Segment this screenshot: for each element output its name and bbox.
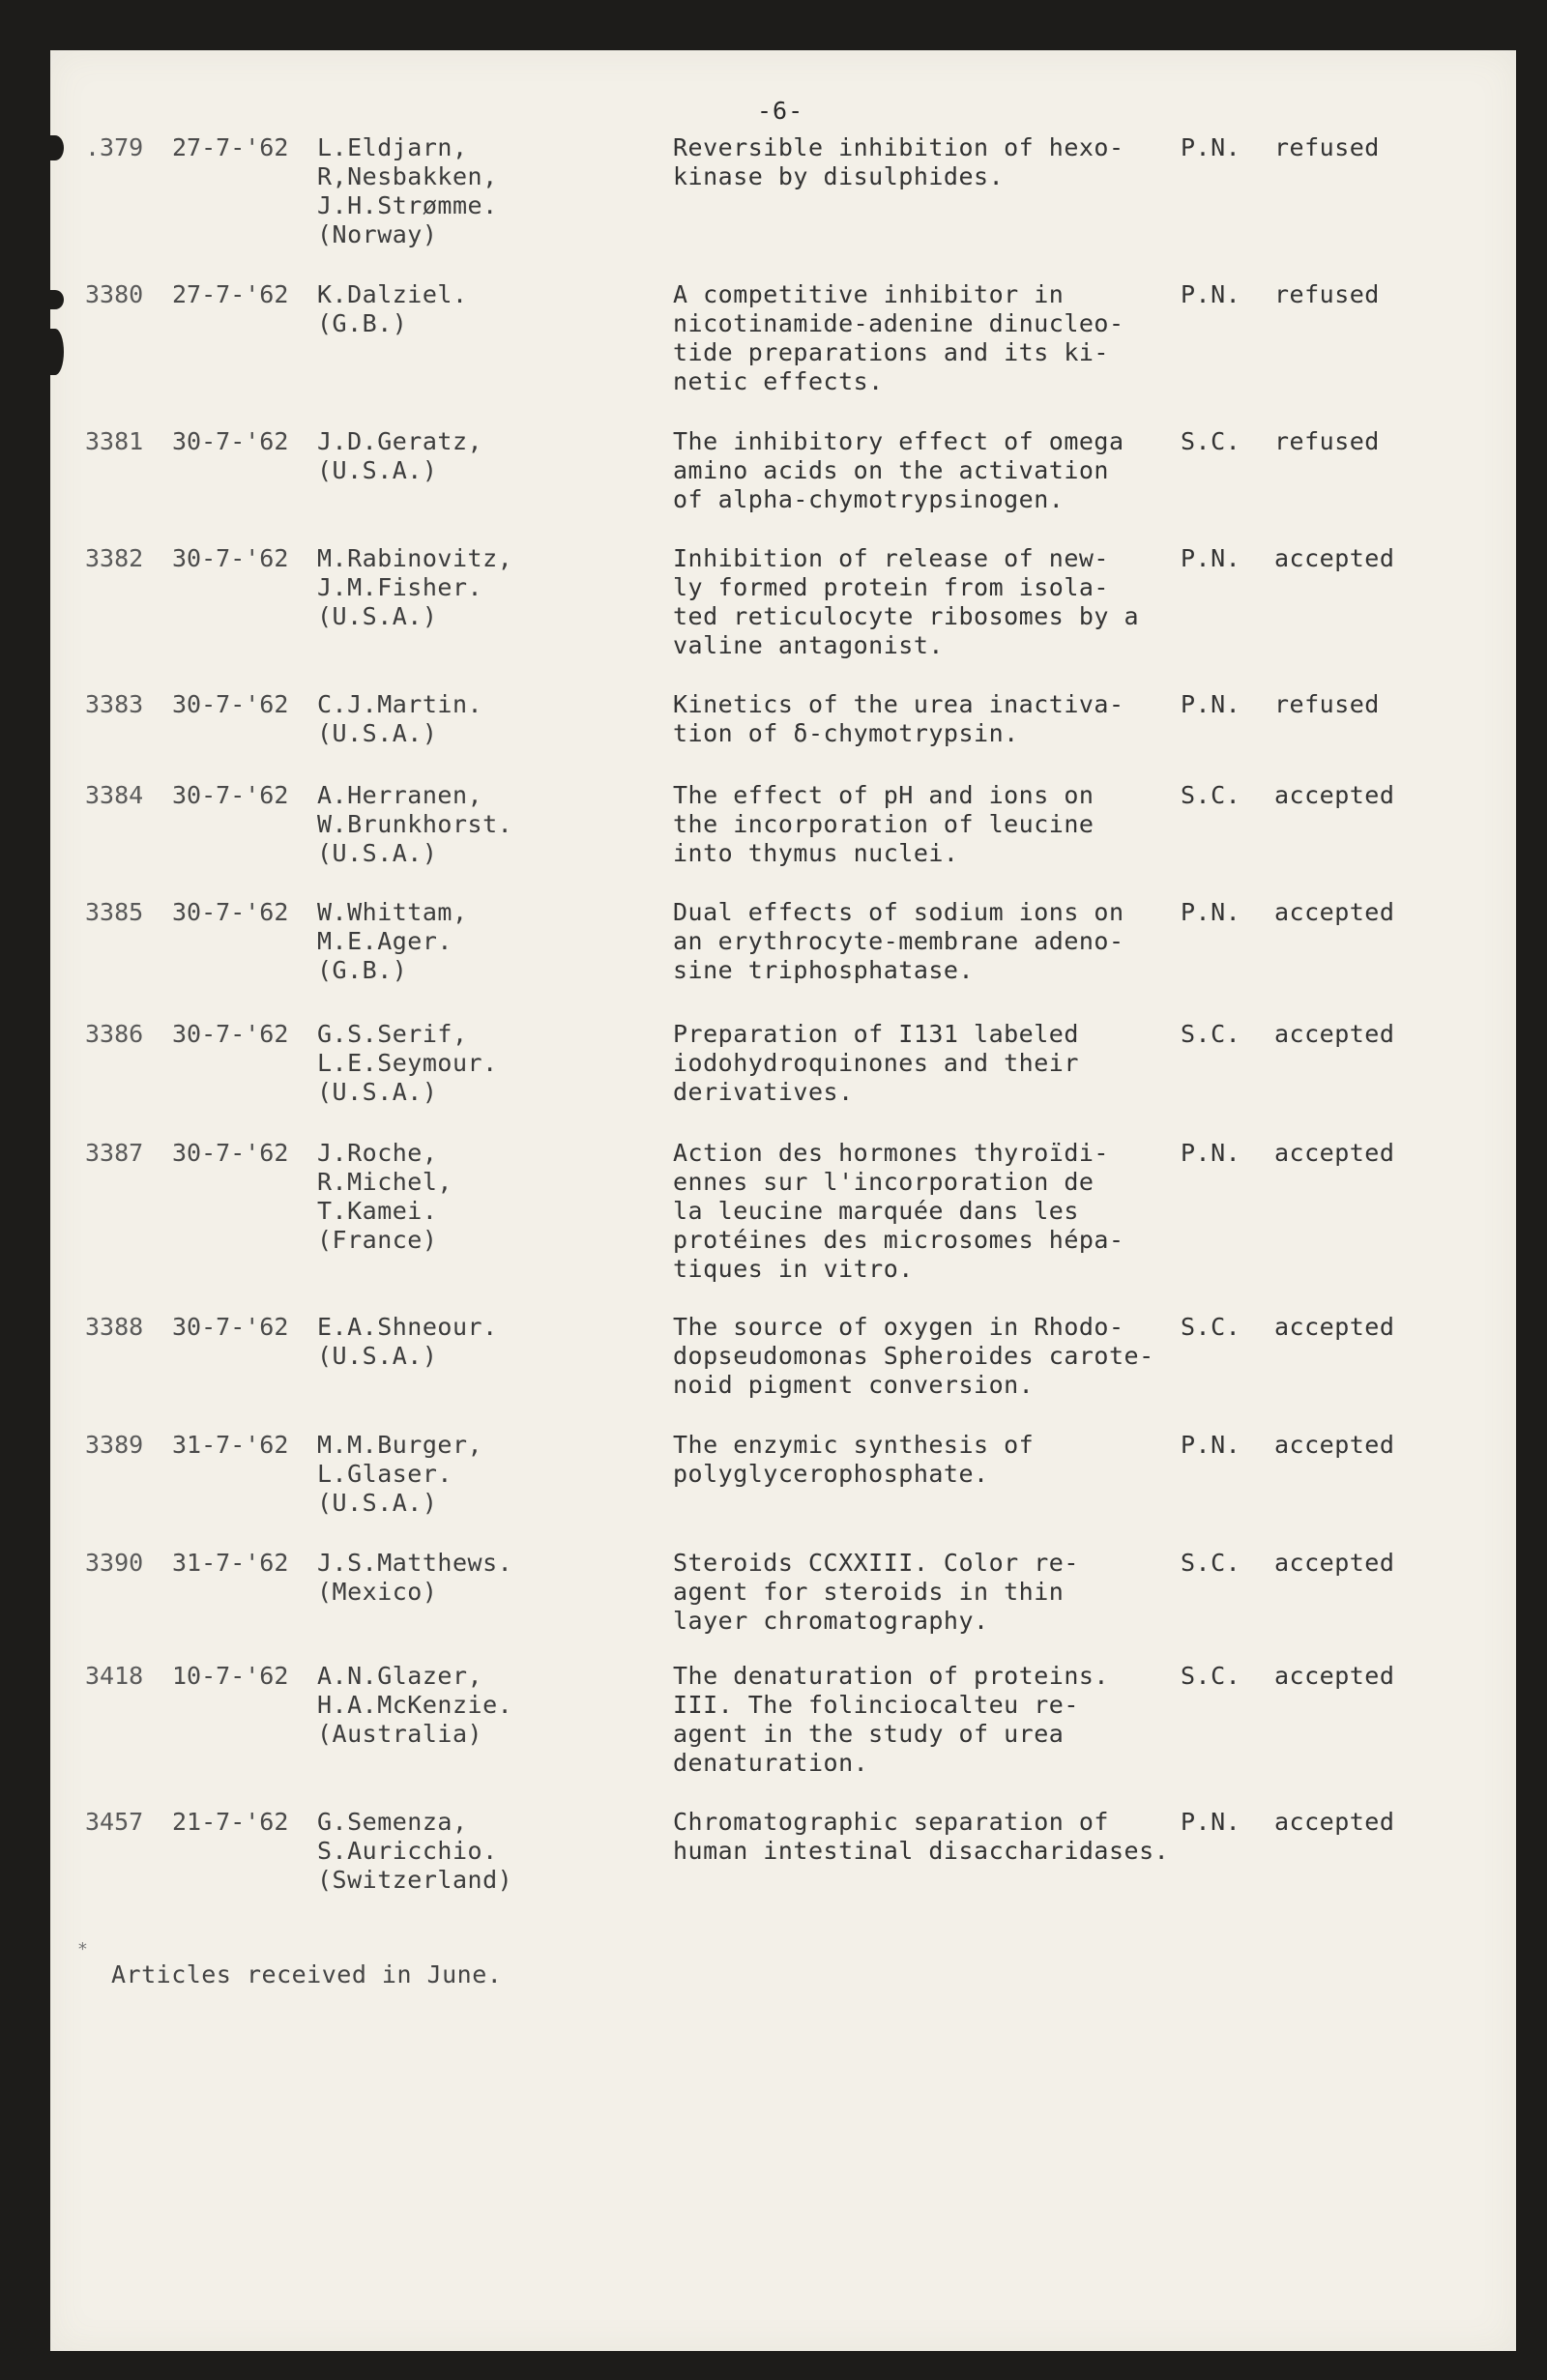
author-line: (U.S.A.) [317, 1078, 438, 1106]
title-line: the incorporation of leucine [673, 810, 1095, 838]
author-line: A.Herranen, [317, 781, 483, 809]
author-line: G.Semenza, [317, 1808, 468, 1836]
title-line: noid pigment conversion. [673, 1371, 1035, 1399]
author-line: (U.S.A.) [317, 719, 438, 747]
entry-status: accepted [1274, 1139, 1395, 1167]
entry-journal: P.N. [1181, 280, 1241, 308]
author-line: J.S.Matthews. [317, 1549, 513, 1577]
entry-authors [317, 898, 468, 985]
entry-date: 31-7-'62 [172, 1549, 289, 1577]
page-number: -6- [757, 97, 804, 125]
entry-status: accepted [1274, 1020, 1395, 1048]
author-line: L.Eldjarn, [317, 133, 468, 161]
entry-authors [317, 1662, 512, 1749]
entry-title [673, 1020, 1079, 1107]
entry-status: accepted [1274, 1662, 1395, 1690]
author-line: (U.S.A.) [317, 602, 438, 630]
title-line: amino acids on the activation [673, 456, 1109, 484]
paper-tear [46, 329, 64, 375]
entry-title [673, 1313, 1154, 1400]
entry-authors [317, 1313, 498, 1371]
author-line: (Mexico) [317, 1578, 438, 1606]
entry-number: .379 [85, 133, 144, 161]
author-line: (U.S.A.) [317, 839, 438, 867]
title-line: denaturation. [673, 1749, 869, 1777]
author-line: (U.S.A.) [317, 456, 438, 484]
entry-journal: P.N. [1181, 1431, 1241, 1459]
title-line: A competitive inhibitor in [673, 280, 1065, 308]
entry-date: 30-7-'62 [172, 1020, 289, 1048]
author-line: (Norway) [317, 220, 438, 248]
entry-journal: S.C. [1181, 781, 1241, 809]
entry-journal: S.C. [1181, 1313, 1241, 1341]
entry-journal: P.N. [1181, 1139, 1241, 1167]
author-line: J.H.Strømme. [317, 191, 498, 219]
title-line: la leucine marquée dans les [673, 1197, 1079, 1225]
entry-number: 3418 [85, 1662, 144, 1690]
title-line: dopseudomonas Spheroides carote- [673, 1342, 1154, 1370]
author-line: (U.S.A.) [317, 1342, 438, 1370]
author-line: T.Kamei. [317, 1197, 438, 1225]
title-line: into thymus nuclei. [673, 839, 959, 867]
entry-number: 3384 [85, 781, 144, 809]
author-line: (Switzerland) [317, 1866, 513, 1894]
entry-authors [317, 1431, 482, 1518]
entry-number: 3383 [85, 690, 144, 718]
entry-authors [317, 1549, 512, 1607]
entry-title [673, 1808, 1169, 1866]
entry-date: 27-7-'62 [172, 280, 289, 308]
entry-journal: P.N. [1181, 544, 1241, 572]
title-line: layer chromatography. [673, 1607, 989, 1635]
title-line: III. The folinciocalteu re- [673, 1691, 1079, 1719]
entry-date: 21-7-'62 [172, 1808, 289, 1836]
entry-number: 3381 [85, 427, 144, 455]
title-line: The denaturation of proteins. [673, 1662, 1109, 1690]
entry-number: 3457 [85, 1808, 144, 1836]
paper-tear [46, 135, 64, 160]
paper-tear [46, 290, 64, 309]
title-line: Dual effects of sodium ions on [673, 898, 1124, 926]
author-line: M.M.Burger, [317, 1431, 483, 1459]
title-line: The enzymic synthesis of [673, 1431, 1035, 1459]
author-line: (G.B.) [317, 956, 408, 984]
author-line: S.Auricchio. [317, 1837, 498, 1865]
title-line: agent for steroids in thin [673, 1578, 1065, 1606]
title-line: Inhibition of release of new- [673, 544, 1109, 572]
author-line: R,Nesbakken, [317, 162, 498, 190]
entry-number: 3386 [85, 1020, 144, 1048]
title-line: valine antagonist. [673, 631, 944, 659]
entry-journal: P.N. [1181, 1808, 1241, 1836]
entry-authors [317, 280, 468, 338]
entry-date: 30-7-'62 [172, 898, 289, 926]
entry-date: 27-7-'62 [172, 133, 289, 161]
entry-authors [317, 1808, 512, 1895]
entry-date: 30-7-'62 [172, 1139, 289, 1167]
title-line: The inhibitory effect of omega [673, 427, 1124, 455]
entry-number: 3382 [85, 544, 144, 572]
title-line: Kinetics of the urea inactiva- [673, 690, 1124, 718]
entry-title [673, 427, 1124, 514]
title-line: Action des hormones thyroïdi- [673, 1139, 1109, 1167]
title-line: tion of δ-chymotrypsin. [673, 719, 1019, 747]
entry-authors [317, 1020, 498, 1107]
entry-date: 30-7-'62 [172, 544, 289, 572]
title-line: agent in the study of urea [673, 1720, 1065, 1748]
footnote-text: Articles received in June. [111, 1960, 503, 1988]
title-line: polyglycerophosphate. [673, 1460, 989, 1488]
entry-journal: P.N. [1181, 133, 1241, 161]
entry-date: 31-7-'62 [172, 1431, 289, 1459]
entry-status: refused [1274, 133, 1380, 161]
entry-journal: S.C. [1181, 427, 1241, 455]
entry-title [673, 544, 1139, 660]
entry-title [673, 1431, 1034, 1489]
entry-date: 30-7-'62 [172, 690, 289, 718]
title-line: The effect of pH and ions on [673, 781, 1095, 809]
title-line: human intestinal disaccharidases. [673, 1837, 1170, 1865]
entry-status: accepted [1274, 781, 1395, 809]
title-line: ly formed protein from isola- [673, 573, 1109, 601]
entry-title [673, 133, 1124, 191]
entry-status: accepted [1274, 1808, 1395, 1836]
entry-authors [317, 544, 512, 631]
entry-authors [317, 427, 482, 485]
entry-title [673, 280, 1124, 396]
entry-status: accepted [1274, 1549, 1395, 1577]
entry-date: 30-7-'62 [172, 427, 289, 455]
entry-journal: S.C. [1181, 1549, 1241, 1577]
entry-journal: P.N. [1181, 898, 1241, 926]
author-line: G.S.Serif, [317, 1020, 468, 1048]
author-line: J.M.Fisher. [317, 573, 483, 601]
title-line: sine triphosphatase. [673, 956, 975, 984]
entry-journal: P.N. [1181, 690, 1241, 718]
entry-date: 10-7-'62 [172, 1662, 289, 1690]
entry-authors [317, 781, 512, 868]
entry-number: 3385 [85, 898, 144, 926]
author-line: R.Michel, [317, 1168, 452, 1196]
title-line: ted reticulocyte ribosomes by a [673, 602, 1140, 630]
entry-status: refused [1274, 280, 1380, 308]
author-line: A.N.Glazer, [317, 1662, 483, 1690]
entry-status: accepted [1274, 544, 1395, 572]
author-line: L.E.Seymour. [317, 1049, 498, 1077]
author-line: K.Dalziel. [317, 280, 468, 308]
title-line: ennes sur l'incorporation de [673, 1168, 1095, 1196]
author-line: J.D.Geratz, [317, 427, 483, 455]
footnote-marker: * [77, 1939, 89, 1959]
author-line: W.Whittam, [317, 898, 468, 926]
entry-title [673, 690, 1124, 748]
entry-number: 3388 [85, 1313, 144, 1341]
entry-number: 3390 [85, 1549, 144, 1577]
entry-number: 3389 [85, 1431, 144, 1459]
author-line: M.E.Ager. [317, 927, 452, 955]
title-line: netic effects. [673, 367, 884, 395]
title-line: protéines des microsomes hépa- [673, 1226, 1124, 1254]
entry-status: refused [1274, 427, 1380, 455]
entry-title [673, 898, 1124, 985]
author-line: (Australia) [317, 1720, 483, 1748]
title-line: Chromatographic separation of [673, 1808, 1109, 1836]
entry-title [673, 781, 1094, 868]
title-line: an erythrocyte-membrane adeno- [673, 927, 1124, 955]
entry-status: accepted [1274, 1431, 1395, 1459]
title-line: of alpha-chymotrypsinogen. [673, 485, 1065, 513]
entry-authors [317, 133, 498, 249]
entry-date: 30-7-'62 [172, 1313, 289, 1341]
entry-title [673, 1662, 1109, 1778]
title-line: iodohydroquinones and their [673, 1049, 1079, 1077]
author-line: (U.S.A.) [317, 1489, 438, 1517]
author-line: W.Brunkhorst. [317, 810, 513, 838]
author-line: (France) [317, 1226, 438, 1254]
entry-date: 30-7-'62 [172, 781, 289, 809]
author-line: M.Rabinovitz, [317, 544, 513, 572]
author-line: L.Glaser. [317, 1460, 452, 1488]
author-line: E.A.Shneour. [317, 1313, 498, 1341]
entry-journal: S.C. [1181, 1020, 1241, 1048]
author-line: (G.B.) [317, 309, 408, 337]
entry-title [673, 1549, 1079, 1636]
title-line: tiques in vitro. [673, 1255, 914, 1283]
title-line: Reversible inhibition of hexo- [673, 133, 1124, 161]
title-line: Preparation of I131 labeled [673, 1020, 1079, 1048]
entry-status: accepted [1274, 898, 1395, 926]
entry-status: accepted [1274, 1313, 1395, 1341]
title-line: kinase by disulphides. [673, 162, 1005, 190]
author-line: H.A.McKenzie. [317, 1691, 513, 1719]
title-line: nicotinamide-adenine dinucleo- [673, 309, 1124, 337]
title-line: tide preparations and its ki- [673, 338, 1109, 366]
title-line: The source of oxygen in Rhodo- [673, 1313, 1124, 1341]
entry-status: refused [1274, 690, 1380, 718]
author-line: J.Roche, [317, 1139, 438, 1167]
title-line: Steroids CCXXIII. Color re- [673, 1549, 1079, 1577]
entry-authors [317, 690, 482, 748]
title-line: derivatives. [673, 1078, 854, 1106]
entry-journal: S.C. [1181, 1662, 1241, 1690]
entry-authors [317, 1139, 452, 1255]
entry-number: 3387 [85, 1139, 144, 1167]
entry-title [673, 1139, 1124, 1284]
entry-number: 3380 [85, 280, 144, 308]
author-line: C.J.Martin. [317, 690, 483, 718]
